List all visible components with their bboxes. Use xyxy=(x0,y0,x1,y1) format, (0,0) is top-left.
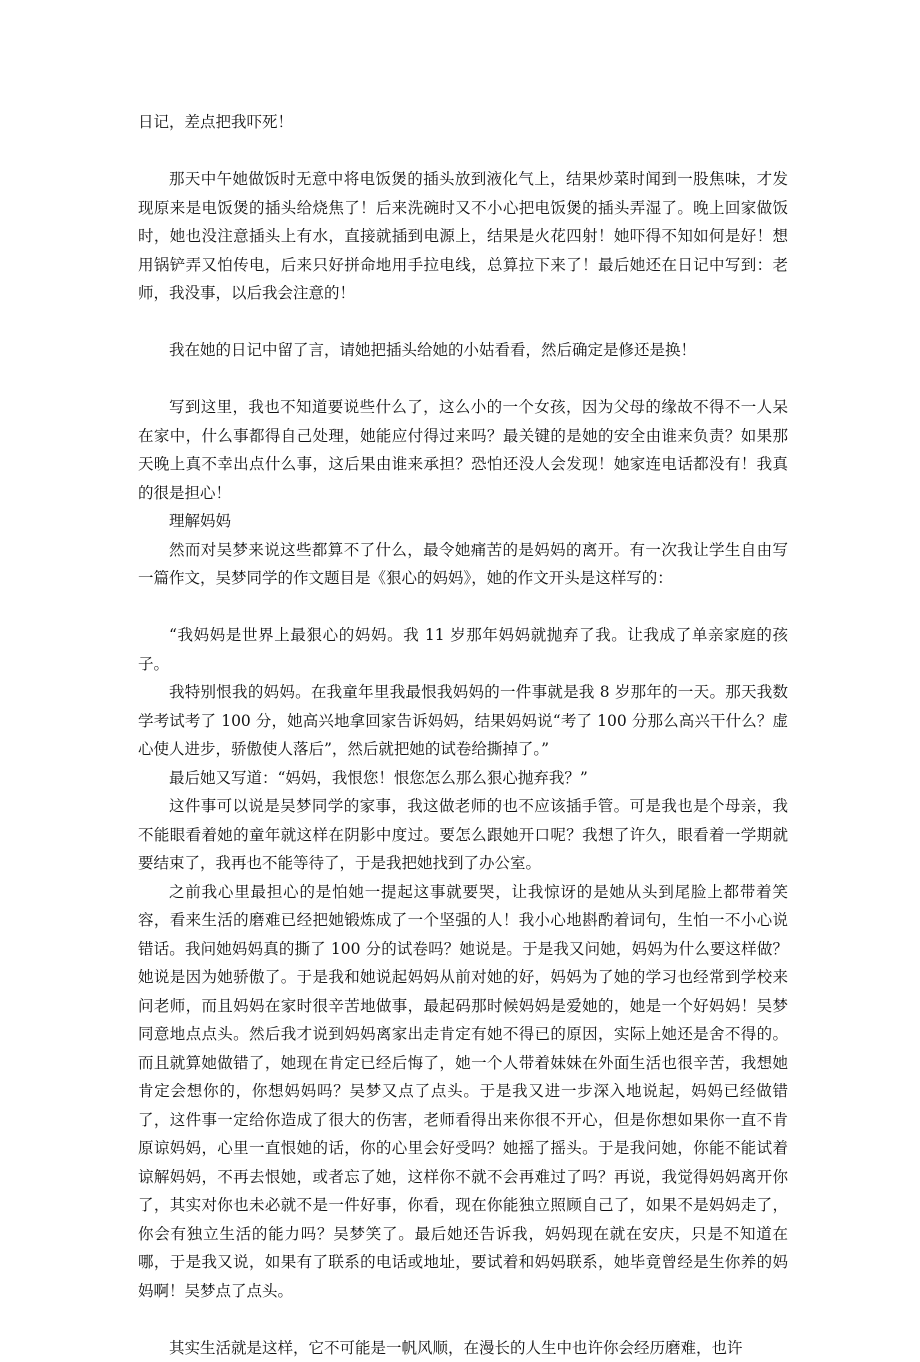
paragraph-essay-opening: “我妈妈是世界上最狠心的妈妈。我 11 岁那年妈妈就抛弃了我。让我成了单亲家庭的孩子。 xyxy=(138,621,788,678)
paragraph-worry: 写到这里，我也不知道要说些什么了，这么小的一个女孩，因为父母的缘故不得不一人呆在家中，什么事都得自己处理，她能应付得过来吗？最关键的是她的安全由谁来负责？如果那天晚上真不幸出点什么事，这后果由谁来承担？恐怕还没人会发现！她家连电话都没有！我真的很是担心！ xyxy=(138,393,788,507)
paragraph-conclusion: 其实生活就是这样，它不可能是一帆风顺，在漫长的人生中也许你会经历磨难，也许 xyxy=(138,1334,788,1362)
paragraph-intro: 日记，差点把我吓死！ xyxy=(138,108,788,137)
paragraph-conversation: 之前我心里最担心的是怕她一提起这事就要哭，让我惊讶的是她从头到尾脸上都带着笑容，看来生活的磨难已经把她锻炼成了一个坚强的人！我小心地斟酌着词句，生怕一不小心说错话。我问她妈妈真的撕了 100 分的试卷吗？她说是。于是我又问她，妈妈为什么要这样做？她说是因为她骄傲了。于是我和她说起妈妈从前对她的好，妈妈为了她的学习也经常到学校来问老师，而且妈妈在家时很辛苦地做事，最起码那时候妈妈是爱她的，她是一个好妈妈！吴梦同意地点点头。然后我才说到妈妈离家出走肯定有她不得已的原因，实际上她还是舍不得的。而且就算她做错了，她现在肯定已经后悔了，她一个人带着妹妹在外面生活也很辛苦，我想她肯定会想你的，你想妈妈吗？吴梦又点了点头。于是我又进一步深入地说起，妈妈已经做错了，这件事一定给你造成了很大的伤害，老师看得出来你很不开心，但是你想如果你一直不肯原谅妈妈，心里一直恨她的话，你的心里会好受吗？她摇了摇头。于是我问她，你能不能试着谅解妈妈，不再去恨她，或者忘了她，这样你不就不会再难过了吗？再说，我觉得妈妈离开你了，其实对你也未必就不是一件好事，你看，现在你能独立照顾自己了，如果不是妈妈走了，你会有独立生活的能力吗？吴梦笑了。最后她还告诉我，妈妈现在就在安庆，只是不知道在哪，于是我又说，如果有了联系的电话或地址，要试着和妈妈联系，她毕竟曾经是生你养的妈妈啊！吴梦点了点头。 xyxy=(138,878,788,1306)
paragraph-plug-incident: 那天中午她做饭时无意中将电饭煲的插头放到液化气上，结果炒菜时闻到一股焦味，才发现原来是电饭煲的插头给烧焦了！后来洗碗时又不小心把电饭煲的插头弄湿了。晚上回家做饭时，她也没注意插头上有水，直接就插到电源上，结果是火花四射！她吓得不知如何是好！想用锅铲弄又怕传电，后来只好拼命地用手拉电线，总算拉下来了！最后她还在日记中写到：老师，我没事，以后我会注意的！ xyxy=(138,165,788,308)
paragraph-essay-hate: 我特别恨我的妈妈。在我童年里我最恨我妈妈的一件事就是我 8 岁那年的一天。那天我数学考试考了 100 分，她高兴地拿回家告诉妈妈，结果妈妈说“考了 100 分那么高兴干什么？虚心使人进步，骄傲使人落后”，然后就把她的试卷给撕掉了。” xyxy=(138,678,788,764)
section-heading: 理解妈妈 xyxy=(138,507,788,536)
document-page xyxy=(138,108,788,1362)
paragraph-teacher-reflection: 这件事可以说是吴梦同学的家事，我这做老师的也不应该插手管。可是我也是个母亲，我不能眼看着她的童年就这样在阴影中度过。要怎么跟她开口呢？我想了许久，眼看着一学期就要结束了，我再也不能等待了，于是我把她找到了办公室。 xyxy=(138,792,788,878)
paragraph-mother-leaving: 然而对吴梦来说这些都算不了什么，最令她痛苦的是妈妈的离开。有一次我让学生自由写一篇作文，吴梦同学的作文题目是《狠心的妈妈》，她的作文开头是这样写的： xyxy=(138,536,788,593)
paragraph-essay-ending: 最后她又写道：“妈妈，我恨您！恨您怎么那么狠心抛弃我？” xyxy=(138,764,788,793)
paragraph-diary-note: 我在她的日记中留了言，请她把插头给她的小姑看看，然后确定是修还是换！ xyxy=(138,336,788,365)
